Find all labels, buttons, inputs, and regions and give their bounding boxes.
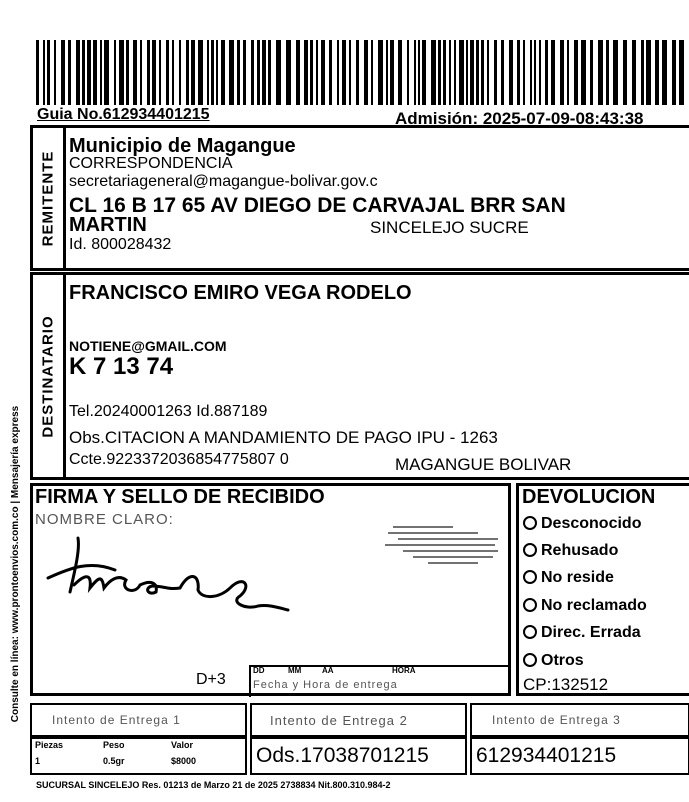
recipient-tab <box>33 275 66 477</box>
barcode-graphic <box>36 40 689 105</box>
barcode-bar <box>159 40 161 105</box>
sender-address-line2: MARTIN <box>69 214 147 236</box>
recipient-email: NOTIENE@GMAIL.COM <box>69 338 227 354</box>
barcode-bar <box>494 40 497 105</box>
return-option-other[interactable]: Otros <box>523 652 584 670</box>
radio-circle-icon <box>523 516 537 530</box>
barcode-bar <box>487 40 489 105</box>
barcode-bar <box>438 40 441 105</box>
guide-number: Guia No.612934401215 <box>37 106 210 123</box>
barcode-bar <box>606 40 609 105</box>
barcode-bar <box>356 40 359 105</box>
recipient-obs: Obs.CITACION A MANDAMIENTO DE PAGO IPU - 1263 <box>69 428 498 447</box>
value-label: Valor <box>171 740 194 750</box>
barcode-bar <box>470 40 474 105</box>
attempt-1-label: Intento de Entrega 1 <box>52 713 181 727</box>
barcode-bar <box>262 40 266 105</box>
barcode-bar <box>179 40 181 105</box>
barcode-bar <box>459 40 464 105</box>
barcode-bar <box>186 40 189 105</box>
sender-city: SINCELEJO SUCRE <box>370 218 529 237</box>
postal-code: CP:132512 <box>523 675 609 694</box>
barcode-bar <box>114 40 116 105</box>
barcode-bar <box>422 40 426 105</box>
barcode-bar <box>509 40 513 105</box>
barcode-bar <box>198 40 203 105</box>
barcode-bar <box>61 40 65 105</box>
barcode-bar <box>349 40 351 105</box>
stamp-mark <box>383 518 513 568</box>
barcode-bar <box>100 40 102 105</box>
barcode-bar <box>590 40 593 105</box>
delivery-date-label: Fecha y Hora de entrega <box>253 679 398 691</box>
value-amount: $8000 <box>171 756 197 766</box>
barcode-bar <box>229 40 234 105</box>
weight-label: Peso <box>103 740 125 750</box>
barcode-bar <box>431 40 436 105</box>
return-option-unclaimed[interactable]: No reclamado <box>523 597 647 615</box>
attempt-2-label: Intento de Entrega 2 <box>270 713 408 728</box>
barcode-bar <box>310 40 313 105</box>
barcode-bar <box>172 40 174 105</box>
barcode-bar <box>655 40 659 105</box>
barcode-bar <box>534 40 536 105</box>
barcode-bar <box>126 40 129 105</box>
sender-id: Id. 800028432 <box>69 236 172 253</box>
barcode-bar <box>501 40 504 105</box>
barcode-bar <box>191 40 195 105</box>
barcode-bar <box>316 40 318 105</box>
weight-value: 0.5gr <box>103 756 125 766</box>
footer-branch: SUCURSAL SINCELEJO Res. 01213 de Marzo 21 de 2025 2738834 Nit.800.310.984-2 <box>36 780 391 790</box>
recipient-ccte: Ccte.9223372036854775807 0 <box>69 451 289 468</box>
date-day-label: DD <box>253 666 265 675</box>
return-option-not-resides[interactable]: No reside <box>523 569 614 587</box>
barcode-bar <box>276 40 281 105</box>
barcode-bar <box>551 40 555 105</box>
barcode-bar <box>560 40 564 105</box>
barcode-bar <box>641 40 644 105</box>
barcode-bar <box>407 40 409 105</box>
barcode-bar <box>466 40 468 105</box>
barcode-bar <box>342 40 346 105</box>
handwritten-signature <box>40 530 300 625</box>
barcode-bar <box>574 40 578 105</box>
barcode-bar <box>82 40 85 105</box>
sender-address-line1: CL 16 B 17 65 AV DIEGO DE CARVAJAL BRR SAN <box>69 194 566 217</box>
sender-name: Municipio de Magangue <box>69 135 296 157</box>
barcode-bar <box>104 40 109 105</box>
return-option-unknown[interactable]: Desconocido <box>523 515 641 533</box>
barcode-bar <box>672 40 676 105</box>
recipient-name: FRANCISCO EMIRO VEGA RODELO <box>69 282 412 304</box>
barcode-bar <box>329 40 332 105</box>
attempt-3-label: Intento de Entrega 3 <box>492 713 621 727</box>
barcode-bar <box>517 40 520 105</box>
return-option-wrong-address[interactable]: Direc. Errada <box>523 624 641 642</box>
barcode-bar <box>662 40 667 105</box>
barcode-bar <box>43 40 45 105</box>
sender-tab-label: REMITENTE <box>39 150 57 246</box>
delivery-window: D+3 <box>196 671 226 688</box>
barcode-bar <box>418 40 420 105</box>
barcode-bar <box>449 40 451 105</box>
barcode-bar <box>371 40 373 105</box>
barcode-bar <box>443 40 446 105</box>
pieces-value: 1 <box>35 756 41 766</box>
barcode-bar <box>567 40 569 105</box>
radio-circle-icon <box>523 598 537 612</box>
barcode-bar <box>632 40 636 105</box>
barcode-bar <box>140 40 142 105</box>
sender-department: CORRESPONDENCIA <box>69 155 233 172</box>
barcode-bar <box>133 40 137 105</box>
barcode-bar <box>454 40 456 105</box>
admission-date: Admisión: 2025-07-09-08:43:38 <box>395 109 644 128</box>
recipient-address: K 7 13 74 <box>69 353 174 380</box>
return-option-refused[interactable]: Rehusado <box>523 542 618 560</box>
barcode-bar <box>237 40 240 105</box>
barcode-bar <box>598 40 603 105</box>
barcode-bar <box>646 40 651 105</box>
return-title: DEVOLUCION <box>522 486 656 508</box>
barcode-bar <box>378 40 383 105</box>
side-consult-text: Consulte en línea: www.prontoenvios.com.co | Mensajería express <box>10 405 21 723</box>
barcode-bar <box>321 40 325 105</box>
radio-circle-icon <box>523 653 537 667</box>
barcode-bar <box>545 40 548 105</box>
barcode-bar <box>390 40 394 105</box>
barcode <box>36 40 689 105</box>
barcode-bar <box>211 40 214 105</box>
radio-circle-icon <box>523 570 537 584</box>
barcode-bar <box>481 40 484 105</box>
barcode-bar <box>414 40 416 105</box>
barcode-bar <box>54 40 56 105</box>
barcode-bar <box>93 40 97 105</box>
date-hour-label: HORA <box>392 666 416 675</box>
barcode-bar <box>251 40 254 105</box>
recipient-city: MAGANGUE BOLIVAR <box>395 455 572 474</box>
barcode-bar <box>36 40 39 105</box>
side-consult-text-wrap <box>10 355 22 775</box>
barcode-bar <box>613 40 618 105</box>
barcode-bar <box>68 40 71 105</box>
barcode-bar <box>679 40 684 105</box>
radio-circle-icon <box>523 543 537 557</box>
barcode-bar <box>166 40 169 105</box>
barcode-bar <box>286 40 291 105</box>
barcode-bar <box>539 40 541 105</box>
barcode-bar <box>523 40 525 105</box>
barcode-bar <box>623 40 627 105</box>
barcode-bar <box>530 40 532 105</box>
ods-number: Ods.17038701215 <box>256 744 429 767</box>
barcode-bar <box>221 40 225 105</box>
guide-number-large: 612934401215 <box>476 744 617 767</box>
recipient-tel: Tel.20240001263 Id.887189 <box>69 403 268 420</box>
clear-name-label: NOMBRE CLARO: <box>35 511 174 528</box>
barcode-bar <box>243 40 246 105</box>
barcode-bar <box>207 40 209 105</box>
barcode-bar <box>304 40 308 105</box>
barcode-bar <box>76 40 80 105</box>
pieces-label: Piezas <box>35 740 64 750</box>
barcode-bar <box>268 40 271 105</box>
barcode-bar <box>119 40 124 105</box>
radio-circle-icon <box>523 625 537 639</box>
barcode-bar <box>216 40 218 105</box>
recipient-tab-label: DESTINATARIO <box>39 314 57 438</box>
barcode-bar <box>47 40 50 105</box>
barcode-bar <box>257 40 260 105</box>
barcode-bar <box>398 40 402 105</box>
date-year-label: AA <box>322 666 334 675</box>
barcode-bar <box>87 40 91 105</box>
barcode-bar <box>386 40 388 105</box>
sender-email: secretariageneral@magangue-bolivar.gov.c <box>69 173 378 190</box>
barcode-bar <box>296 40 300 105</box>
barcode-bar <box>337 40 339 105</box>
date-month-label: MM <box>288 666 302 675</box>
barcode-bar <box>476 40 479 105</box>
signature-title: FIRMA Y SELLO DE RECIBIDO <box>35 486 325 508</box>
sender-tab <box>33 128 66 268</box>
barcode-bar <box>581 40 586 105</box>
barcode-bar <box>147 40 150 105</box>
barcode-bar <box>152 40 156 105</box>
barcode-bar <box>364 40 368 105</box>
